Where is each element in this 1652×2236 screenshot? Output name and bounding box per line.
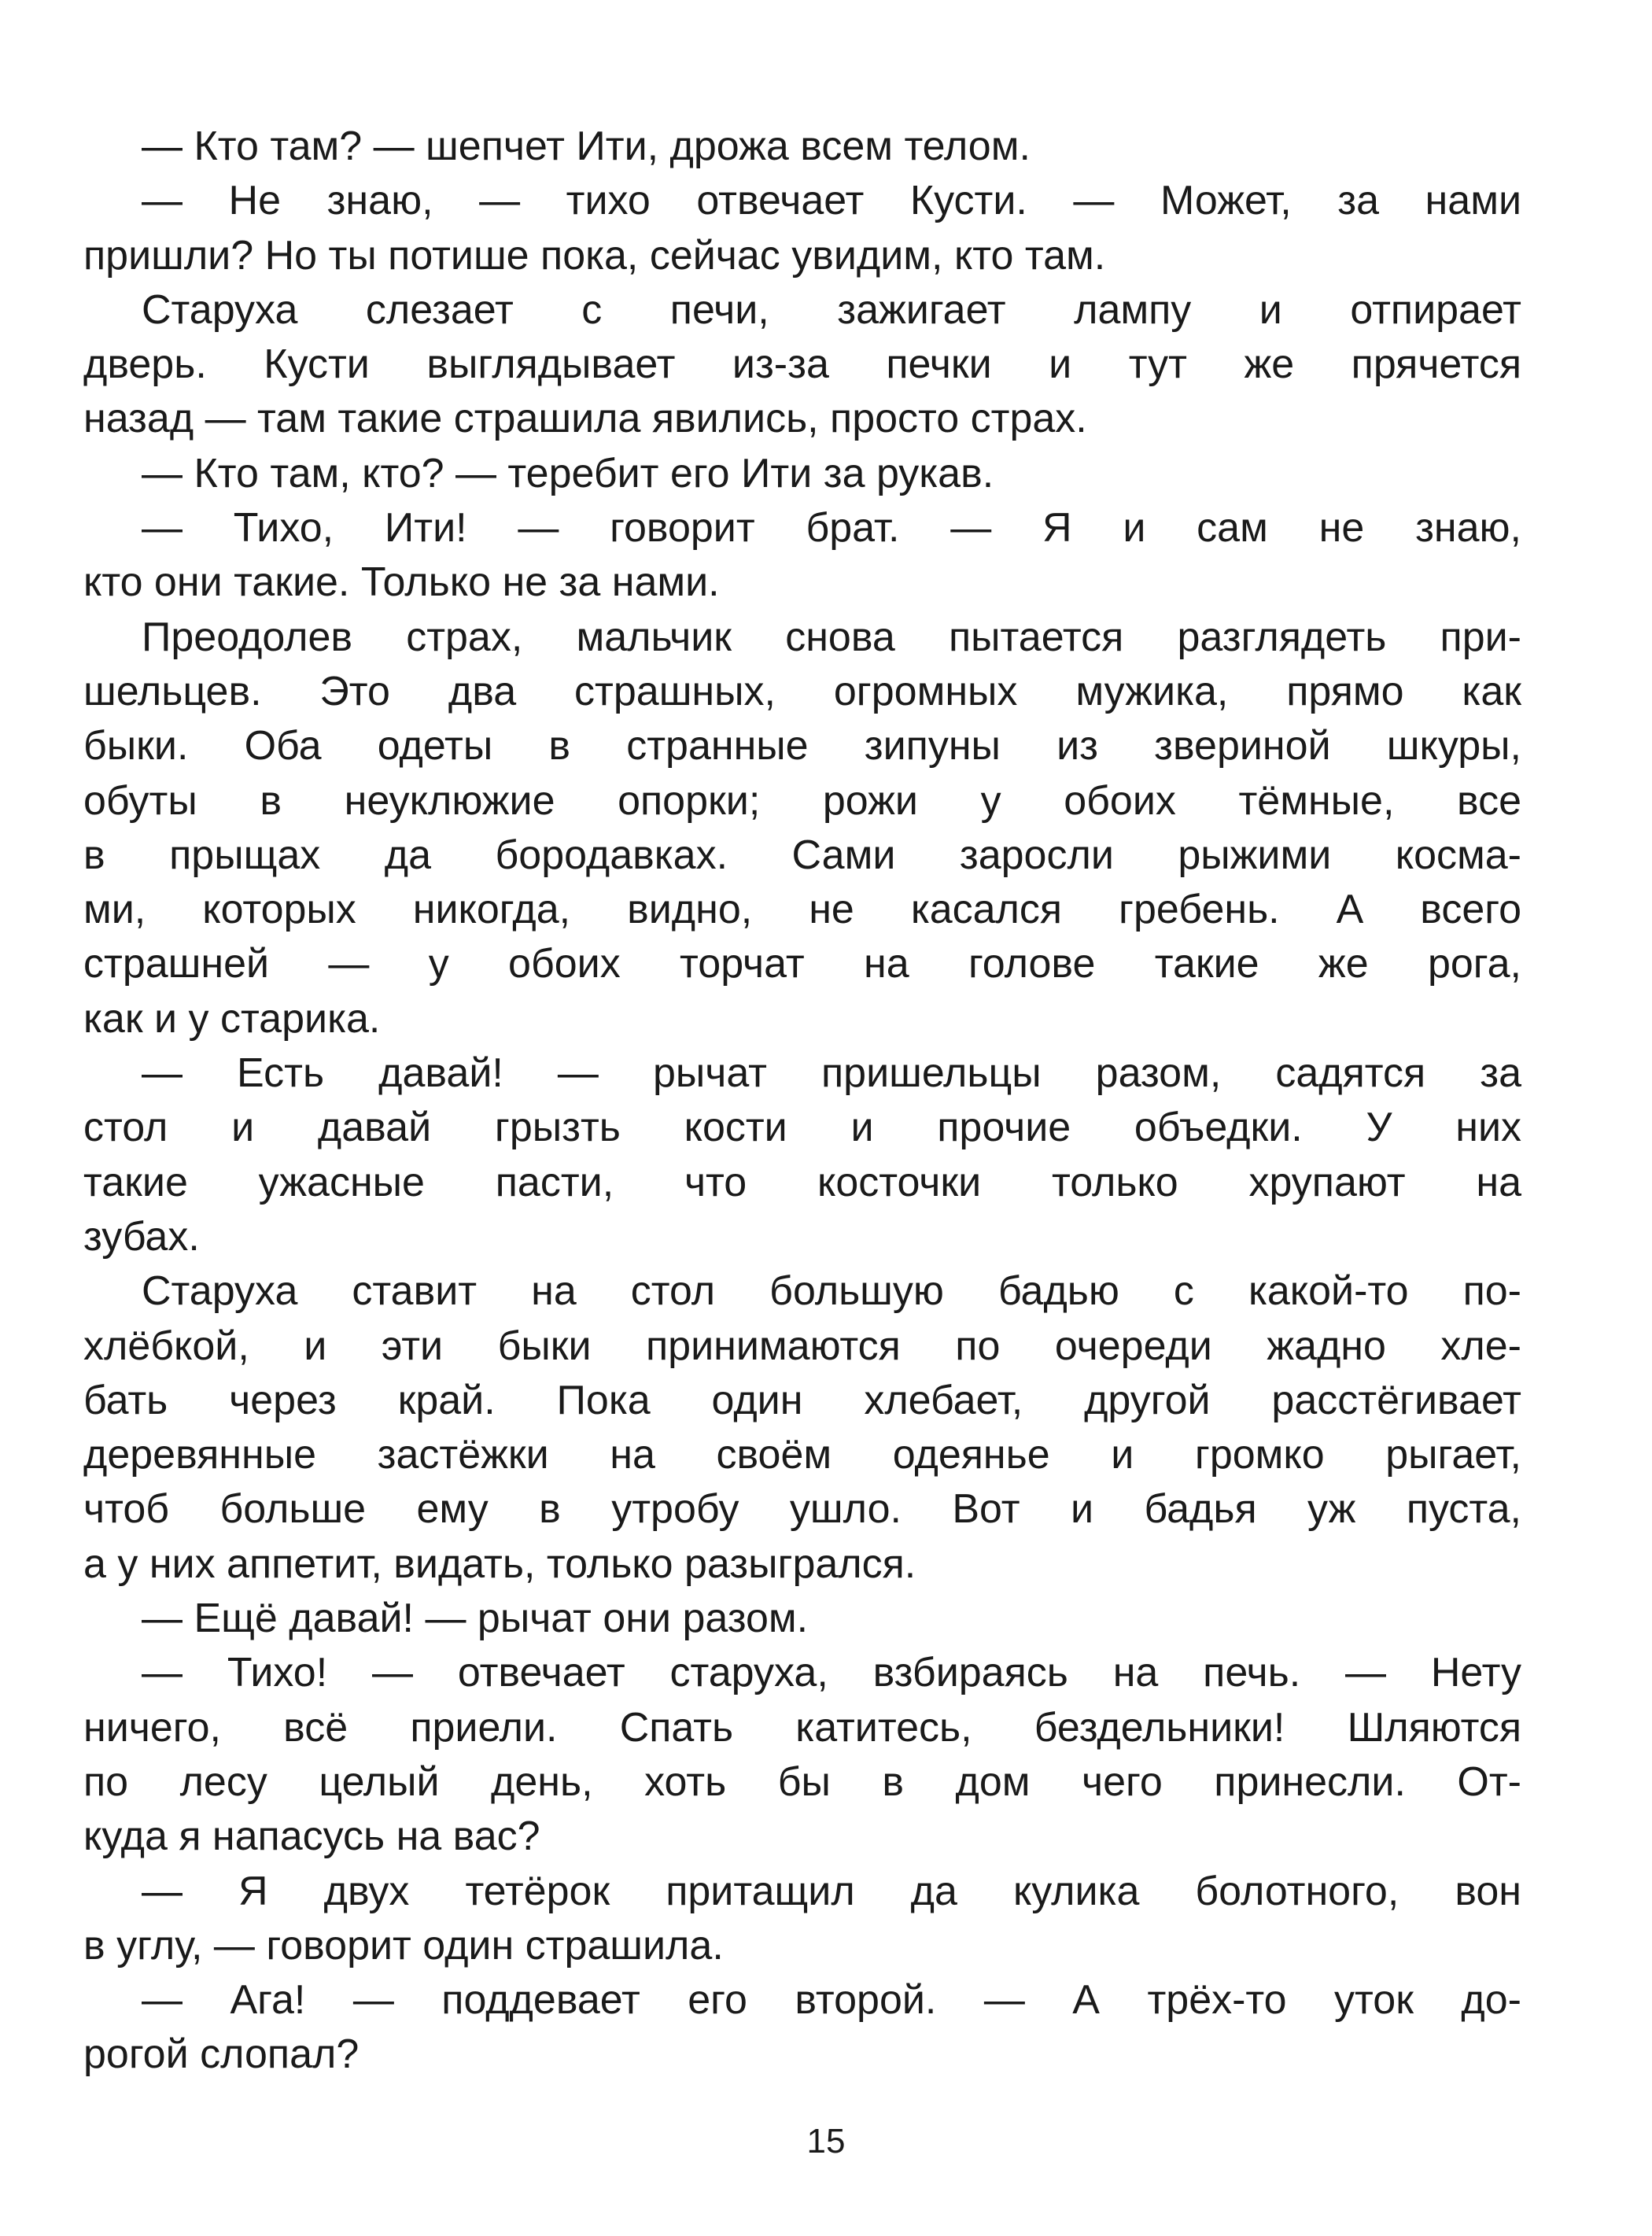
text-line: обуты в неуклюжие опорки; рожи у обоих тёмные, все xyxy=(83,777,1521,824)
text-line: — Не знаю, — тихо отвечает Кусти. — Может, за нами xyxy=(142,178,1521,224)
text-line: куда я напасусь на вас? xyxy=(83,1814,540,1860)
text-line: стол и давай грызть кости и прочие объедки. У них xyxy=(83,1105,1521,1151)
text-line: шельцев. Это два страшных, огромных мужика, прямо как xyxy=(83,668,1521,714)
body-text xyxy=(83,120,1521,2083)
text-line: рогой слопал? xyxy=(83,2031,360,2078)
text-line: — Тихо, Ити! — говорит брат. — Я и сам не знаю, xyxy=(142,505,1521,552)
text-line: а у них аппетит, видать, только разыгрался. xyxy=(83,1540,916,1587)
text-line: Старуха слезает с печи, зажигает лампу и отпирает xyxy=(142,286,1521,333)
text-line: бать через край. Пока один хлебает, другой расстёгивает xyxy=(83,1377,1521,1423)
text-line: в углу, — говорит один страшила. xyxy=(83,1922,724,1968)
text-line: — Есть давай! — рычат пришельцы разом, садятся за xyxy=(142,1050,1521,1097)
text-line: деревянные застёжки на своём одеянье и громко рыгает, xyxy=(83,1432,1521,1478)
page-number: 15 xyxy=(806,2122,846,2160)
text-line: назад — там такие страшила явились, просто страх. xyxy=(83,396,1087,442)
text-line: — Кто там? — шепчет Ити, дрожа всем телом. xyxy=(142,124,1031,169)
text-line: ничего, всё приели. Спать катитесь, бездельники! Шляются xyxy=(83,1704,1521,1751)
text-line: такие ужасные пасти, что косточки только хрупают на xyxy=(83,1159,1521,1205)
text-line: Преодолев страх, мальчик снова пытается разглядеть при- xyxy=(142,614,1521,660)
text-line: по лесу целый день, хоть бы в дом чего принесли. От- xyxy=(83,1758,1521,1805)
text-line: Старуха ставит на стол большую бадью с какой-то по- xyxy=(142,1268,1521,1315)
text-line: чтоб больше ему в утробу ушло. Вот и бадья уж пуста, xyxy=(83,1486,1521,1533)
text-line: кто они такие. Только не за нами. xyxy=(83,559,720,606)
text-line: — Ага! — поддевает его второй. — А трёх-то уток до- xyxy=(142,1977,1521,2024)
text-line: зубах. xyxy=(83,1213,200,1260)
text-line: — Тихо! — отвечает старуха, взбираясь на печь. — Нету xyxy=(142,1650,1521,1696)
text-line: страшней — у обоих торчат на голове такие же рога, xyxy=(83,941,1521,987)
text-line: дверь. Кусти выглядывает из-за печки и тут же прячется xyxy=(83,341,1521,388)
text-line: — Я двух тетёрок притащил да кулика болотного, вон xyxy=(142,1868,1521,1914)
text-line: — Ещё давай! — рычат они разом. xyxy=(142,1596,809,1642)
text-line: ми, которых никогда, видно, не касался гребень. А всего xyxy=(83,887,1521,933)
text-line: как и у старика. xyxy=(83,995,381,1042)
text-line: быки. Оба одеты в странные зипуны из звериной шкуры, xyxy=(83,723,1521,769)
text-line: в прыщах да бородавках. Сами заросли рыжими косма- xyxy=(83,832,1521,878)
text-line: — Кто там, кто? — теребит его Ити за рукав. xyxy=(142,450,994,496)
text-line: хлёбкой, и эти быки принимаются по очереди жадно хле- xyxy=(83,1323,1521,1369)
text-line: пришли? Но ты потише пока, сейчас увидим, кто там. xyxy=(83,232,1106,279)
